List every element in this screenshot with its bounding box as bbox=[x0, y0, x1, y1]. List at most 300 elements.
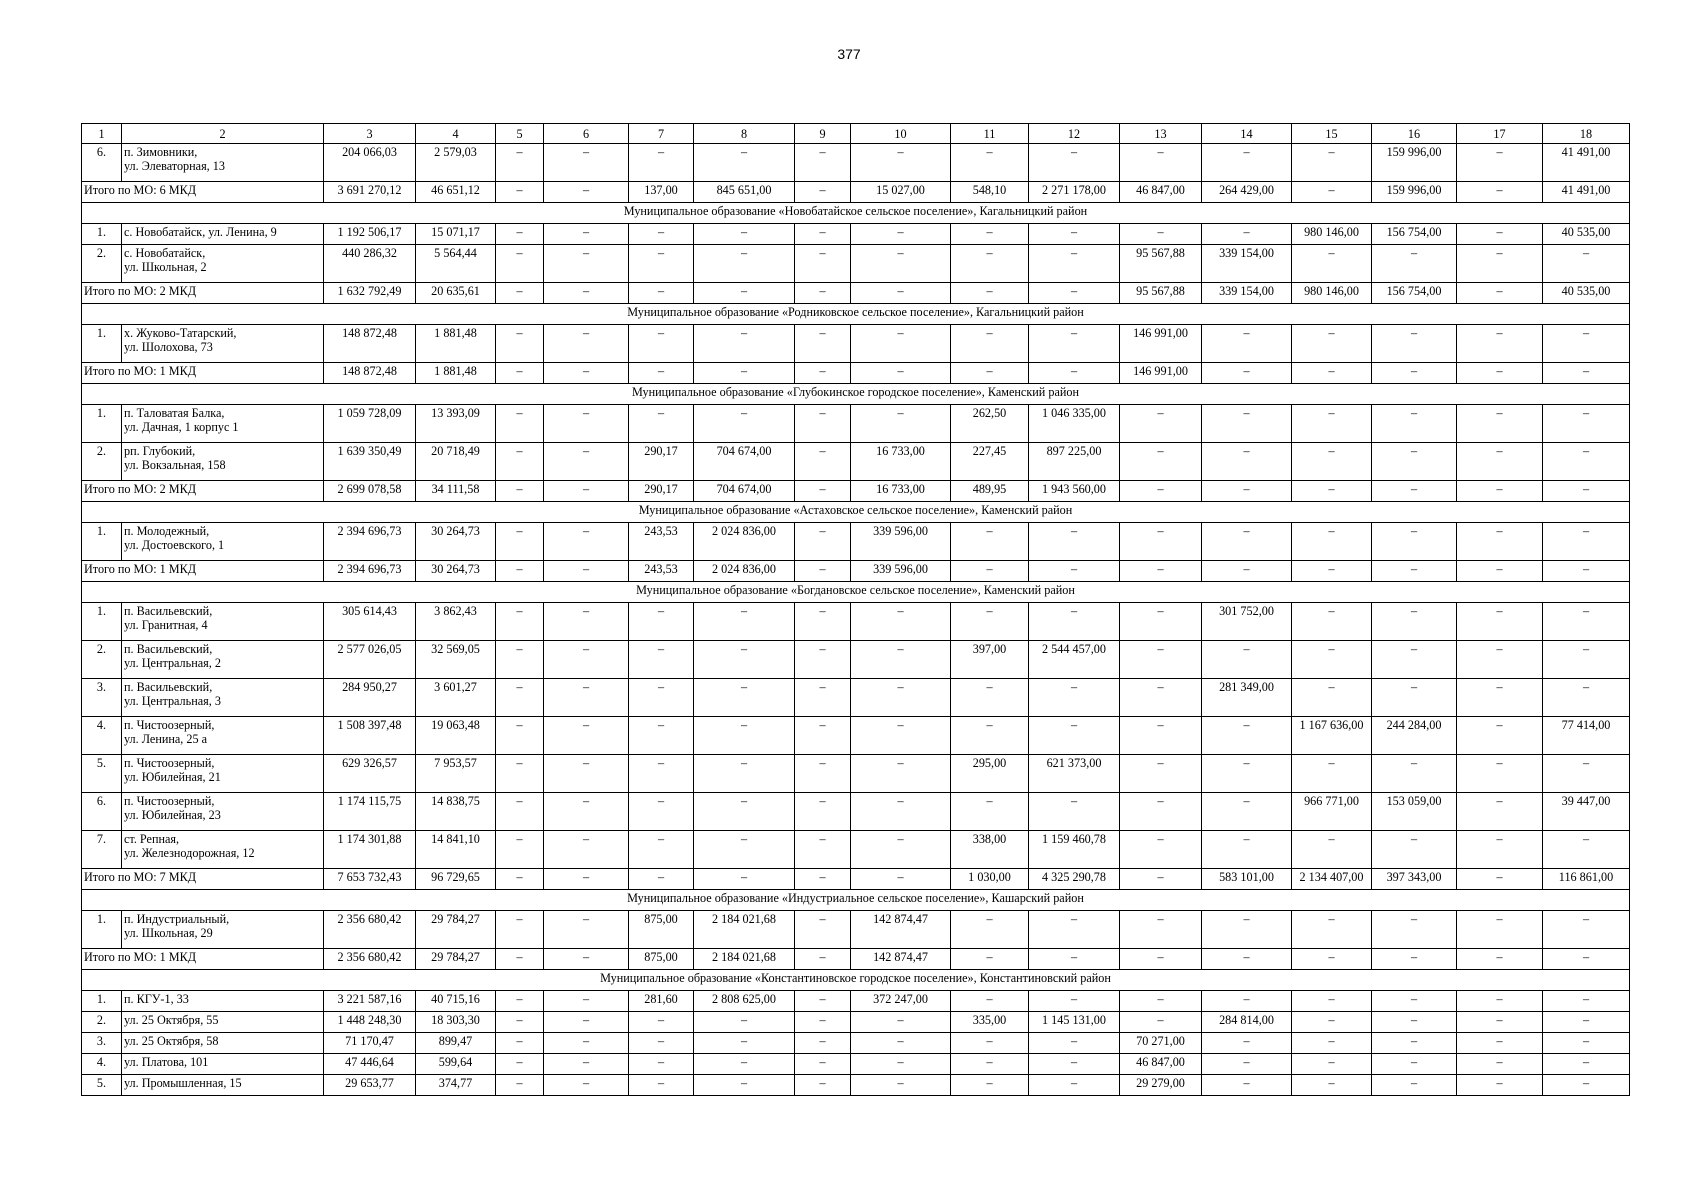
table-cell: – bbox=[694, 1033, 795, 1054]
table-cell: 264 429,00 bbox=[1202, 182, 1292, 203]
table-row bbox=[82, 793, 1630, 831]
table-cell: – bbox=[1543, 1075, 1630, 1096]
address-line: п. Чистоозерный, bbox=[124, 794, 215, 808]
table-cell: – bbox=[795, 793, 851, 831]
address-line: п. Молодежный, bbox=[124, 524, 210, 538]
table-row bbox=[82, 679, 1630, 717]
table-cell: 3 691 270,12 bbox=[324, 182, 416, 203]
table-cell: – bbox=[1202, 144, 1292, 182]
table-cell: – bbox=[1457, 869, 1543, 890]
address-line: п. Васильевский, bbox=[124, 604, 213, 618]
table-cell: – bbox=[544, 283, 629, 304]
table-cell: – bbox=[1120, 793, 1202, 831]
table-cell: 2 544 457,00 bbox=[1029, 641, 1120, 679]
table-cell: – bbox=[795, 869, 851, 890]
table-cell: 39 447,00 bbox=[1543, 793, 1630, 831]
table-cell: – bbox=[496, 831, 544, 869]
header-row bbox=[82, 124, 1630, 144]
table-cell: 374,77 bbox=[416, 1075, 496, 1096]
table-cell: – bbox=[694, 755, 795, 793]
table-cell: – bbox=[694, 717, 795, 755]
row-number: 1. bbox=[82, 523, 122, 561]
column-header: 11 bbox=[951, 124, 1029, 144]
table-cell: – bbox=[1457, 523, 1543, 561]
table-cell: – bbox=[1292, 245, 1372, 283]
table-body bbox=[82, 124, 1630, 1096]
table-cell: 339 154,00 bbox=[1202, 245, 1292, 283]
table-cell: – bbox=[1292, 641, 1372, 679]
section-row bbox=[82, 502, 1630, 523]
table-cell: – bbox=[496, 443, 544, 481]
total-label: Итого по МО: 2 МКД bbox=[82, 481, 324, 502]
table-cell: – bbox=[544, 481, 629, 502]
table-cell: – bbox=[629, 224, 694, 245]
table-cell: – bbox=[629, 717, 694, 755]
table-cell: 16 733,00 bbox=[851, 443, 951, 481]
table-cell: – bbox=[1292, 1054, 1372, 1075]
table-cell: – bbox=[1292, 949, 1372, 970]
table-row bbox=[82, 405, 1630, 443]
address-line: ст. Репная, bbox=[124, 832, 180, 846]
table-cell: 243,53 bbox=[629, 561, 694, 582]
address-line: п. Индустриальный, bbox=[124, 912, 230, 926]
table-cell: 2 356 680,42 bbox=[324, 949, 416, 970]
table-cell: – bbox=[951, 1054, 1029, 1075]
table-cell: 899,47 bbox=[416, 1033, 496, 1054]
table-cell: 1 508 397,48 bbox=[324, 717, 416, 755]
table-cell: – bbox=[1292, 1012, 1372, 1033]
table-cell: 153 059,00 bbox=[1372, 793, 1457, 831]
table-cell: – bbox=[1372, 991, 1457, 1012]
table-cell: – bbox=[851, 641, 951, 679]
table-cell: 95 567,88 bbox=[1120, 245, 1202, 283]
table-cell: – bbox=[1029, 679, 1120, 717]
table-cell: 875,00 bbox=[629, 949, 694, 970]
table-cell: – bbox=[1543, 363, 1630, 384]
column-header: 9 bbox=[795, 124, 851, 144]
table-cell: – bbox=[694, 283, 795, 304]
table-cell: – bbox=[795, 1075, 851, 1096]
table-cell: – bbox=[1543, 991, 1630, 1012]
table-cell: – bbox=[544, 755, 629, 793]
table-cell: – bbox=[1029, 717, 1120, 755]
table-cell: – bbox=[1372, 1033, 1457, 1054]
table-cell: 7 653 732,43 bbox=[324, 869, 416, 890]
table-cell: – bbox=[629, 283, 694, 304]
table-cell: – bbox=[851, 679, 951, 717]
table-cell: 305 614,43 bbox=[324, 603, 416, 641]
table-cell: – bbox=[544, 869, 629, 890]
column-header: 7 bbox=[629, 124, 694, 144]
table-cell: 13 393,09 bbox=[416, 405, 496, 443]
table-cell: – bbox=[1457, 1054, 1543, 1075]
address-line: п. Васильевский, bbox=[124, 642, 213, 656]
table-cell: – bbox=[851, 144, 951, 182]
table-cell: – bbox=[1372, 949, 1457, 970]
table-cell: 146 991,00 bbox=[1120, 325, 1202, 363]
table-cell: 156 754,00 bbox=[1372, 224, 1457, 245]
table-cell: – bbox=[1372, 1012, 1457, 1033]
table-cell: – bbox=[795, 949, 851, 970]
table-cell: – bbox=[1372, 641, 1457, 679]
table-cell: – bbox=[544, 679, 629, 717]
table-cell: 1 030,00 bbox=[951, 869, 1029, 890]
table-cell: – bbox=[851, 1033, 951, 1054]
column-header: 13 bbox=[1120, 124, 1202, 144]
table-cell: 338,00 bbox=[951, 831, 1029, 869]
section-title: Муниципальное образование «Константиновское городское поселение», Константиновский район bbox=[82, 970, 1630, 991]
row-number: 6. bbox=[82, 793, 122, 831]
table-cell: 142 874,47 bbox=[851, 911, 951, 949]
table-cell: 845 651,00 bbox=[694, 182, 795, 203]
address-line: ул. Шолохова, 73 bbox=[124, 340, 213, 354]
table-cell: 29 784,27 bbox=[416, 911, 496, 949]
table-cell: – bbox=[851, 363, 951, 384]
table-cell: – bbox=[795, 325, 851, 363]
table-cell: – bbox=[694, 1054, 795, 1075]
total-label: Итого по МО: 6 МКД bbox=[82, 182, 324, 203]
table-cell: 897 225,00 bbox=[1029, 443, 1120, 481]
table-cell: 4 325 290,78 bbox=[1029, 869, 1120, 890]
table-cell: 335,00 bbox=[951, 1012, 1029, 1033]
table-cell: – bbox=[1457, 245, 1543, 283]
column-header: 6 bbox=[544, 124, 629, 144]
table-cell: – bbox=[496, 182, 544, 203]
table-cell: – bbox=[951, 283, 1029, 304]
table-cell: – bbox=[1202, 717, 1292, 755]
table-cell: – bbox=[544, 949, 629, 970]
table-cell: 980 146,00 bbox=[1292, 224, 1372, 245]
row-number: 2. bbox=[82, 443, 122, 481]
total-label: Итого по МО: 7 МКД bbox=[82, 869, 324, 890]
table-cell: – bbox=[1292, 1075, 1372, 1096]
table-cell: 704 674,00 bbox=[694, 443, 795, 481]
table-cell: – bbox=[1292, 831, 1372, 869]
table-cell: – bbox=[1202, 1075, 1292, 1096]
table-cell: – bbox=[496, 283, 544, 304]
address-cell bbox=[122, 1033, 324, 1054]
table-cell: 1 881,48 bbox=[416, 363, 496, 384]
table-cell: 244 284,00 bbox=[1372, 717, 1457, 755]
table-cell: 704 674,00 bbox=[694, 481, 795, 502]
table-cell: – bbox=[629, 1033, 694, 1054]
table-cell: 1 174 115,75 bbox=[324, 793, 416, 831]
address-cell bbox=[122, 245, 324, 283]
section-row bbox=[82, 582, 1630, 603]
table-cell: – bbox=[951, 679, 1029, 717]
table-row bbox=[82, 1075, 1630, 1096]
table-cell: – bbox=[851, 283, 951, 304]
table-cell: – bbox=[1372, 1075, 1457, 1096]
table-row bbox=[82, 831, 1630, 869]
table-cell: – bbox=[1029, 949, 1120, 970]
table-cell: – bbox=[1457, 755, 1543, 793]
table-cell: – bbox=[496, 603, 544, 641]
table-cell: – bbox=[1202, 325, 1292, 363]
address-cell bbox=[122, 443, 324, 481]
table-cell: – bbox=[1202, 1054, 1292, 1075]
address-line: ул. Достоевского, 1 bbox=[124, 538, 225, 552]
row-number: 1. bbox=[82, 224, 122, 245]
address-cell bbox=[122, 144, 324, 182]
table-cell: – bbox=[795, 283, 851, 304]
section-title: Муниципальное образование «Астаховское сельское поселение», Каменский район bbox=[82, 502, 1630, 523]
table-row bbox=[82, 641, 1630, 679]
table-row bbox=[82, 523, 1630, 561]
table-row bbox=[82, 144, 1630, 182]
table-cell: – bbox=[795, 991, 851, 1012]
table-cell: 1 632 792,49 bbox=[324, 283, 416, 304]
row-number: 3. bbox=[82, 1033, 122, 1054]
table-cell: 2 134 407,00 bbox=[1292, 869, 1372, 890]
total-row bbox=[82, 561, 1630, 582]
address-line: ул. Школьная, 29 bbox=[124, 926, 213, 940]
address-line: рп. Глубокий, bbox=[124, 444, 196, 458]
table-cell: 46 847,00 bbox=[1120, 182, 1202, 203]
table-row bbox=[82, 1012, 1630, 1033]
table-cell: 339 154,00 bbox=[1202, 283, 1292, 304]
address-line: х. Жуково-Татарский, bbox=[124, 326, 237, 340]
table-cell: – bbox=[544, 1075, 629, 1096]
table-cell: 3 221 587,16 bbox=[324, 991, 416, 1012]
table-cell: – bbox=[544, 793, 629, 831]
section-row bbox=[82, 384, 1630, 405]
table-cell: 19 063,48 bbox=[416, 717, 496, 755]
table-cell: – bbox=[1543, 911, 1630, 949]
table-cell: – bbox=[1457, 481, 1543, 502]
table-cell: 621 373,00 bbox=[1029, 755, 1120, 793]
table-cell: 339 596,00 bbox=[851, 561, 951, 582]
table-cell: – bbox=[1543, 405, 1630, 443]
table-cell: – bbox=[629, 144, 694, 182]
table-cell: 41 491,00 bbox=[1543, 182, 1630, 203]
table-cell: 2 356 680,42 bbox=[324, 911, 416, 949]
table-cell: – bbox=[1543, 679, 1630, 717]
table-cell: – bbox=[795, 1012, 851, 1033]
table-cell: – bbox=[629, 245, 694, 283]
table-cell: – bbox=[1457, 144, 1543, 182]
address-cell bbox=[122, 1012, 324, 1033]
table-row bbox=[82, 717, 1630, 755]
address-line: с. Новобатайск, ул. Ленина, 9 bbox=[124, 225, 277, 239]
table-cell: – bbox=[694, 1075, 795, 1096]
row-number: 5. bbox=[82, 755, 122, 793]
table-cell: – bbox=[1202, 481, 1292, 502]
total-row bbox=[82, 481, 1630, 502]
table-cell: – bbox=[851, 1012, 951, 1033]
address-line: ул. Гранитная, 4 bbox=[124, 618, 208, 632]
table-cell: – bbox=[1543, 523, 1630, 561]
table-cell: 159 996,00 bbox=[1372, 182, 1457, 203]
table-cell: – bbox=[629, 679, 694, 717]
address-cell bbox=[122, 224, 324, 245]
table-cell: – bbox=[951, 911, 1029, 949]
table-cell: – bbox=[544, 144, 629, 182]
table-cell: – bbox=[1543, 831, 1630, 869]
section-row bbox=[82, 970, 1630, 991]
table-cell: – bbox=[544, 1012, 629, 1033]
table-cell: 2 579,03 bbox=[416, 144, 496, 182]
table-cell: – bbox=[951, 363, 1029, 384]
table-cell: – bbox=[544, 1033, 629, 1054]
table-cell: 2 024 836,00 bbox=[694, 561, 795, 582]
address-line: ул. Юбилейная, 21 bbox=[124, 770, 221, 784]
table-cell: 2 808 625,00 bbox=[694, 991, 795, 1012]
table-cell: – bbox=[629, 793, 694, 831]
table-cell: – bbox=[496, 755, 544, 793]
table-cell: 29 279,00 bbox=[1120, 1075, 1202, 1096]
table-cell: – bbox=[795, 561, 851, 582]
address-line: ул. 25 Октября, 58 bbox=[124, 1034, 219, 1048]
table-cell: – bbox=[1029, 245, 1120, 283]
table-cell: – bbox=[795, 182, 851, 203]
table-cell: 71 170,47 bbox=[324, 1033, 416, 1054]
table-cell: – bbox=[1292, 182, 1372, 203]
table-cell: – bbox=[1202, 561, 1292, 582]
table-cell: – bbox=[544, 325, 629, 363]
table-cell: 137,00 bbox=[629, 182, 694, 203]
table-cell: – bbox=[951, 1033, 1029, 1054]
address-cell bbox=[122, 755, 324, 793]
table-cell: – bbox=[1029, 1054, 1120, 1075]
table-cell: – bbox=[496, 1054, 544, 1075]
table-cell: – bbox=[1457, 603, 1543, 641]
table-cell: 2 184 021,68 bbox=[694, 949, 795, 970]
table-row bbox=[82, 1033, 1630, 1054]
table-cell: – bbox=[1120, 679, 1202, 717]
table-cell: – bbox=[1120, 949, 1202, 970]
table-cell: 3 601,27 bbox=[416, 679, 496, 717]
address-cell bbox=[122, 1075, 324, 1096]
table-cell: – bbox=[1202, 991, 1292, 1012]
row-number: 2. bbox=[82, 1012, 122, 1033]
table-cell: 599,64 bbox=[416, 1054, 496, 1075]
total-row bbox=[82, 363, 1630, 384]
table-cell: – bbox=[694, 641, 795, 679]
table-cell: 548,10 bbox=[951, 182, 1029, 203]
table-cell: – bbox=[1292, 603, 1372, 641]
table-cell: – bbox=[629, 755, 694, 793]
table-cell: 16 733,00 bbox=[851, 481, 951, 502]
table-cell: 77 414,00 bbox=[1543, 717, 1630, 755]
table-cell: – bbox=[1457, 641, 1543, 679]
table-cell: – bbox=[544, 224, 629, 245]
table-cell: – bbox=[951, 245, 1029, 283]
table-cell: 142 874,47 bbox=[851, 949, 951, 970]
table-cell: – bbox=[1202, 911, 1292, 949]
section-row bbox=[82, 890, 1630, 911]
page-number: 377 bbox=[837, 46, 861, 62]
table-cell: – bbox=[496, 224, 544, 245]
table-cell: 1 059 728,09 bbox=[324, 405, 416, 443]
table-cell: – bbox=[851, 793, 951, 831]
address-cell bbox=[122, 831, 324, 869]
table-cell: – bbox=[795, 405, 851, 443]
table-cell: 281,60 bbox=[629, 991, 694, 1012]
table-cell: – bbox=[694, 1012, 795, 1033]
table-cell: 40 535,00 bbox=[1543, 283, 1630, 304]
address-line: п. Зимовники, bbox=[124, 145, 198, 159]
table-cell: – bbox=[1457, 363, 1543, 384]
table-cell: – bbox=[544, 991, 629, 1012]
column-header: 15 bbox=[1292, 124, 1372, 144]
table-cell: – bbox=[544, 561, 629, 582]
table-cell: – bbox=[629, 363, 694, 384]
table-cell: – bbox=[629, 1054, 694, 1075]
table-cell: – bbox=[1029, 991, 1120, 1012]
address-cell bbox=[122, 991, 324, 1012]
table-cell: – bbox=[1202, 363, 1292, 384]
address-line: ул. 25 Октября, 55 bbox=[124, 1013, 219, 1027]
section-title: Муниципальное образование «Новобатайское сельское поселение», Кагальницкий район bbox=[82, 203, 1630, 224]
row-number: 4. bbox=[82, 717, 122, 755]
total-label: Итого по МО: 1 МКД bbox=[82, 949, 324, 970]
table-cell: – bbox=[1029, 363, 1120, 384]
address-cell bbox=[122, 325, 324, 363]
address-cell bbox=[122, 793, 324, 831]
address-cell bbox=[122, 523, 324, 561]
table-cell: – bbox=[496, 717, 544, 755]
address-cell bbox=[122, 405, 324, 443]
table-cell: – bbox=[951, 561, 1029, 582]
table-cell: – bbox=[496, 144, 544, 182]
table-cell: 1 448 248,30 bbox=[324, 1012, 416, 1033]
address-line: п. КГУ-1, 33 bbox=[124, 992, 189, 1006]
table-cell: – bbox=[544, 182, 629, 203]
table-cell: – bbox=[1202, 755, 1292, 793]
table-row bbox=[82, 325, 1630, 363]
table-cell: 372 247,00 bbox=[851, 991, 951, 1012]
column-header: 17 bbox=[1457, 124, 1543, 144]
address-line: п. Таловатая Балка, bbox=[124, 406, 225, 420]
table-cell: – bbox=[951, 144, 1029, 182]
table-cell: – bbox=[1372, 481, 1457, 502]
table-cell: – bbox=[496, 245, 544, 283]
table-cell: – bbox=[629, 641, 694, 679]
address-line: ул. Промышленная, 15 bbox=[124, 1076, 242, 1090]
table-cell: – bbox=[694, 224, 795, 245]
table-cell: – bbox=[496, 911, 544, 949]
table-cell: 14 841,10 bbox=[416, 831, 496, 869]
table-cell: – bbox=[951, 991, 1029, 1012]
table-cell: – bbox=[795, 443, 851, 481]
table-cell: 20 718,49 bbox=[416, 443, 496, 481]
table-cell: – bbox=[1543, 603, 1630, 641]
table-cell: 339 596,00 bbox=[851, 523, 951, 561]
table-cell: 47 446,64 bbox=[324, 1054, 416, 1075]
table-cell: 18 303,30 bbox=[416, 1012, 496, 1033]
table-cell: 243,53 bbox=[629, 523, 694, 561]
table-cell: 284 950,27 bbox=[324, 679, 416, 717]
table-row bbox=[82, 911, 1630, 949]
table-cell: 46 847,00 bbox=[1120, 1054, 1202, 1075]
table-cell: – bbox=[694, 679, 795, 717]
table-cell: – bbox=[795, 755, 851, 793]
table-cell: – bbox=[851, 603, 951, 641]
table-cell: 7 953,57 bbox=[416, 755, 496, 793]
table-cell: – bbox=[1120, 641, 1202, 679]
column-header: 18 bbox=[1543, 124, 1630, 144]
table-cell: – bbox=[496, 1075, 544, 1096]
table-row bbox=[82, 755, 1630, 793]
table-cell: – bbox=[544, 363, 629, 384]
table-cell: – bbox=[1202, 831, 1292, 869]
table-cell: – bbox=[1457, 911, 1543, 949]
table-cell: – bbox=[1543, 443, 1630, 481]
table-cell: 397,00 bbox=[951, 641, 1029, 679]
table-cell: 2 024 836,00 bbox=[694, 523, 795, 561]
table-cell: 148 872,48 bbox=[324, 325, 416, 363]
